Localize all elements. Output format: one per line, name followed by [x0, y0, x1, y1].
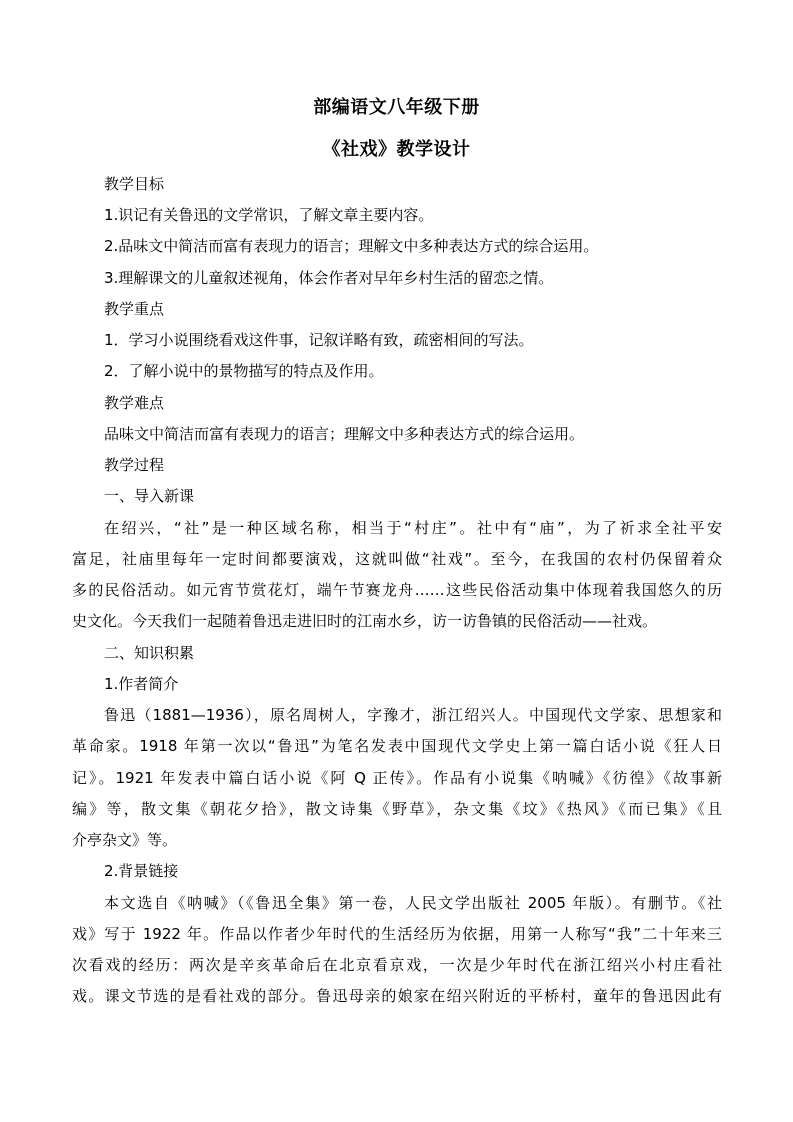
background-heading: 2.背景链接 — [104, 862, 179, 880]
document-subtitle: 《社戏》教学设计 — [322, 139, 471, 160]
author-paragraph-line: 记》。1921 年发表中篇白话小说《阿 Q 正传》。作品有小说集《呐喊》《彷徨》《故事新 — [72, 769, 722, 787]
process-heading: 教学过程 — [104, 456, 165, 474]
objective-item: 1.识记有关鲁迅的文学常识，了解文章主要内容。 — [104, 206, 434, 224]
author-paragraph-line: 编》等，散文集《朝花夕拾》，散文诗集《野草》，杂文集《坟》《热风》《而已集》《且 — [72, 800, 722, 818]
intro-paragraph-line: 在绍兴，“社”是一种区域名称，相当于“村庄”。社中有“庙”，为了祈求全社平安 — [104, 519, 722, 537]
background-paragraph-line: 次看戏的经历：两次是辛亥革命后在北京看京戏，一次是少年时代在浙江绍兴小村庄看社 — [72, 956, 722, 974]
background-paragraph-line: 戏。课文节选的是看社戏的部分。鲁迅母亲的娘家在绍兴附近的平桥村，童年的鲁迅因此有 — [72, 987, 722, 1005]
intro-paragraph-line: 多的民俗活动。如元宵节赏花灯，端午节赛龙舟……这些民俗活动集中体现着我国悠久的历 — [72, 581, 722, 599]
author-paragraph-line: 革命家。1918 年第一次以“鲁迅”为笔名发表中国现代文学史上第一篇白话小说《狂人日 — [72, 737, 722, 755]
intro-heading: 一、导入新课 — [104, 487, 195, 505]
intro-paragraph-line: 史文化。今天我们一起随着鲁迅走进旧时的江南水乡，访一访鲁镇的民俗活动——社戏。 — [72, 612, 658, 630]
objective-item: 2.品味文中简洁而富有表现力的语言；理解文中多种表达方式的综合运用。 — [104, 237, 599, 255]
background-paragraph-line: 本文选自《呐喊》（《鲁迅全集》第一卷，人民文学出版社 2005 年版）。有删节。《社 — [104, 894, 722, 912]
objectives-heading: 教学目标 — [104, 175, 165, 193]
author-paragraph-line: 鲁迅（1881—1936），原名周树人，字豫才，浙江绍兴人。中国现代文学家、思想家和 — [104, 706, 722, 724]
key-points-heading: 教学重点 — [104, 300, 165, 318]
key-point-item: 1．学习小说围绕看戏这件事，记叙详略有致，疏密相间的写法。 — [104, 331, 534, 349]
key-point-item: 2．了解小说中的景物描写的特点及作用。 — [104, 362, 384, 380]
difficulty-text: 品味文中简洁而富有表现力的语言；理解文中多种表达方式的综合运用。 — [104, 425, 585, 443]
difficulty-heading: 教学难点 — [104, 394, 165, 412]
author-heading: 1.作者简介 — [104, 675, 179, 693]
intro-paragraph-line: 富足，社庙里每年一定时间都要演戏，这就叫做“社戏”。至今，在我国的农村仍保留着众 — [72, 550, 722, 568]
author-paragraph-line: 介亭杂文》等。 — [72, 831, 178, 849]
document-title: 部编语文八年级下册 — [313, 97, 480, 118]
objective-item: 3.理解课文的儿童叙述视角，体会作者对早年乡村生活的留恋之情。 — [104, 269, 554, 287]
background-paragraph-line: 戏》写于 1922 年。作品以作者少年时代的生活经历为依据，用第一人称写“我”二十年来三 — [72, 925, 722, 943]
knowledge-heading: 二、知识积累 — [104, 644, 195, 662]
